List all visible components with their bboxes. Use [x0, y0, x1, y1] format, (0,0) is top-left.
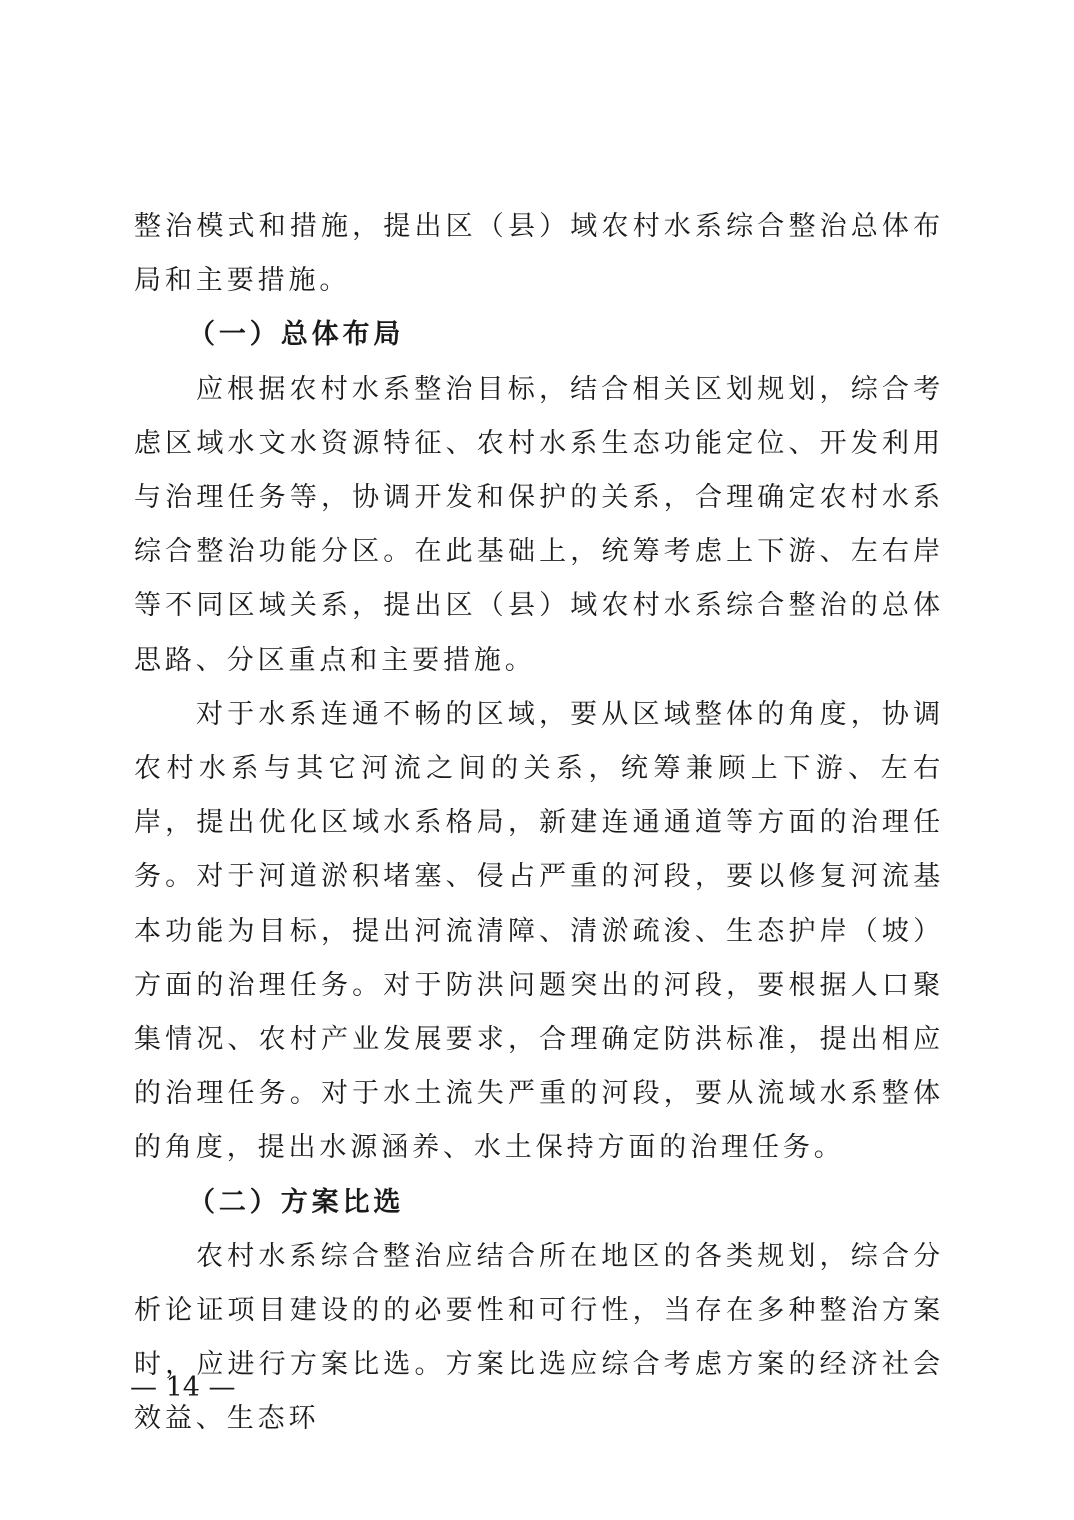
- body-text: [134, 200, 944, 1447]
- section-heading-overall-layout: （一）总体布局: [188, 319, 405, 351]
- page-number: — 14 —: [130, 1372, 236, 1403]
- section-heading-plan-comparison: （二）方案比选: [188, 1186, 405, 1218]
- paragraph-plan-comparison: 农村水系综合整治应结合所在地区的各类规划，综合分析论证项目建设的的必要性和可行性，当存在多种整治方案时，应进行方案比选。方案比选应综合考虑方案的经济社会效益、生态环: [134, 1240, 944, 1435]
- paragraph-governance-tasks: 对于水系连通不畅的区域，要从区域整体的角度，协调农村水系与其它河流之间的关系，统筹兼顾上下游、左右岸，提出优化区域水系格局，新建连通通道等方面的治理任务。对于河道淤积堵塞、侵占严重的河段，要以修复河流基本功能为目标，提出河流清障、清淤疏浚、生态护岸（坡）方面的治理任务。对于防洪问题突出的河段，要根据人口聚集情况、农村产业发展要求，合理确定防洪标准，提出相应的治理任务。对于水土流失严重的河段，要从流域水系整体的角度，提出水源涵养、水土保持方面的治理任务。: [134, 698, 944, 1164]
- paragraph-intro: 整治模式和措施，提出区（县）域农村水系综合整治总体布局和主要措施。: [134, 211, 944, 297]
- paragraph-overall-layout: 应根据农村水系整治目标，结合相关区划规划，综合考虑区域水文水资源特征、农村水系生态功能定位、开发利用与治理任务等，协调开发和保护的关系，合理确定农村水系综合整治功能分区。在此基础上，统筹考虑上下游、左右岸等不同区域关系，提出区（县）域农村水系综合整治的总体思路、分区重点和主要措施。: [134, 373, 944, 676]
